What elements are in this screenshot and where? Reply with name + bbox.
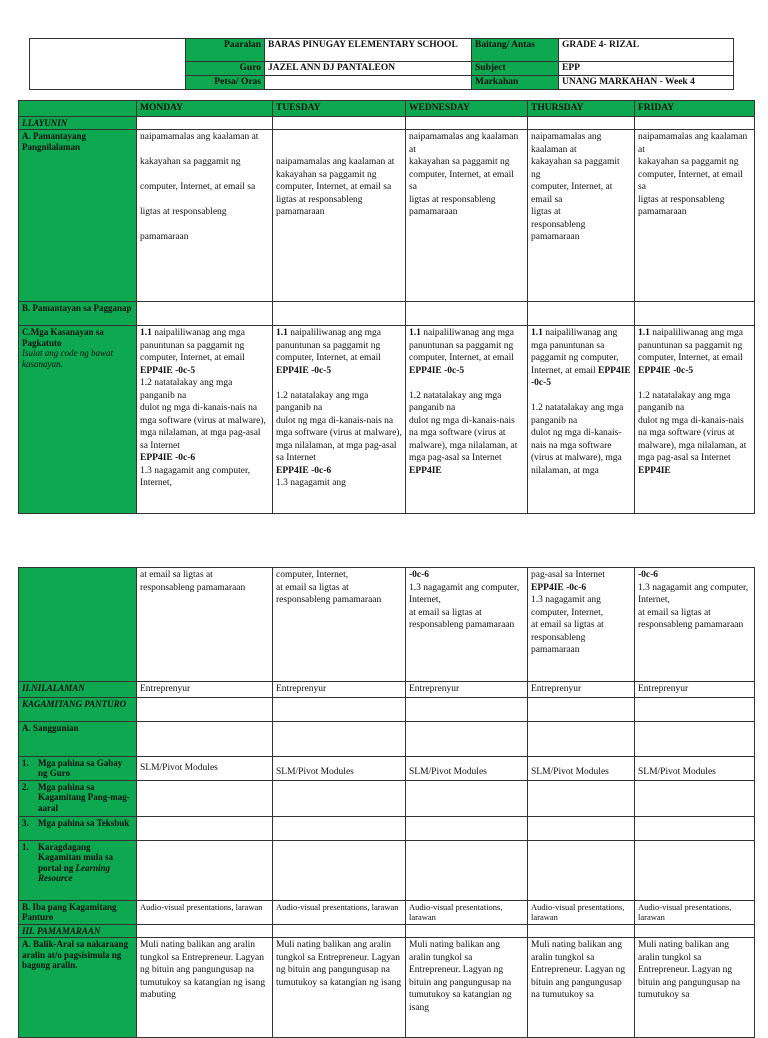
competency-number: 1.1 [638,328,650,338]
empty-cell [406,697,528,721]
day-header: TUESDAY [273,101,406,117]
competency-text: 1.3 nagagamit ang computer, Internet, at email sa ligtas at responsableng pamamaraan [409,582,520,630]
empty-cell [137,840,273,900]
kasanayan-cont-cell [137,568,273,682]
karagdagang-label-cell [19,840,137,900]
iba-label: B. Iba pang Kagamitang Panturo [19,900,137,924]
competency-text: naipaliliwanag ang mga panuntunan sa paggamit ng computer, Internet, at email [531,328,619,376]
balik-cell: Muli nating balikan ang aralin tungkol sa Entrepreneur. Lagyan ng bituin ang pangungusap na tumutukoy sa [528,938,635,1038]
header-table [29,38,734,90]
competency-text: naipaliliwanag ang mga panuntunan sa paggamit ng computer, Internet, at email [638,328,743,363]
kasanayan-cell [635,326,755,514]
nilalaman-cell: Entreprenyur [273,682,406,698]
kasanayan-cont-cell [273,568,406,682]
kasanayan-cont-cell [635,568,755,682]
competency-code: -0c-6 [409,570,430,580]
empty-cell [528,780,635,816]
iba-cell: Audio-visual presentations, larawan [137,900,273,924]
empty-cell [137,816,273,840]
nilalaman-label: II.NILALAMAN [19,682,137,698]
empty-cell [528,721,635,756]
pagganap-label: B. Pamantayan sa Pagganap [19,302,137,326]
teksbuk-label: Mga pahina sa Teksbuk [38,817,130,828]
nilalaman-cell: Entreprenyur [635,682,755,698]
nilalaman-cell: Entreprenyur [137,682,273,698]
kagamitan-label-cell [19,780,137,816]
layunin-label: I.LAYUNIN [19,116,137,130]
gabay-cell: SLM/Pivot Modules [635,756,755,780]
competency-code: EPP4IE -0c-5 [409,365,465,376]
empty-cell [635,840,755,900]
competency-text: naipaliliwanag ang mga panuntunan sa paggamit ng computer, Internet, at email [276,328,381,363]
empty-cell [528,924,635,938]
empty-cell [528,816,635,840]
competency-code: EPP4IE -0c-6 [531,582,587,593]
competency-text: 1.2 natatalakay ang mga panganib na dulot ng mga di-kanais-nais na mga software (virus at malware), mga nilalaman, at mga pag-asal sa Internet [276,390,402,463]
competency-text: 1.3 nagagamit ang computer, Internet, [140,465,251,488]
empty-cell [137,697,273,721]
guro-value: JAZEL ANN DJ PANTALEON [265,62,472,76]
day-header: THURSDAY [528,101,635,117]
competency-text: naipaliliwanag ang mga panuntunan sa paggamit ng computer, Internet, at email [409,328,514,363]
empty-cell [528,697,635,721]
karagdagang-number: 1. [22,841,29,852]
empty-cell [137,116,273,130]
gabay-cell: SLM/Pivot Modules [137,756,273,780]
gabay-label: Mga pahina sa Gabay ng Guro [38,757,123,778]
kasanayan-cell [273,326,406,514]
lesson-table-page2 [18,567,755,1038]
kagamitan-number: 2. [22,781,29,792]
iba-cell: Audio-visual presentations, larawan [635,900,755,924]
competency-number: 1.1 [276,328,288,338]
competency-text: 1.2 natatalakay ang mga panganib na dulot ng mga di-kanais-nais na mga software (virus at malware), mga nilalaman, at mga [531,403,624,476]
subject-value: EPP [559,62,734,76]
kasanayan-label-cell [19,326,137,514]
competency-text: 1.2 natatalakay ang mga panganib na dulot ng mga di-kanais-nais na mga software (virus at malware), mga nilalaman, at mga pag-asal sa Internet [409,390,518,463]
day-header: WEDNESDAY [406,101,528,117]
gabay-cell: SLM/Pivot Modules [528,756,635,780]
empty-cell [635,780,755,816]
competency-text: naipaliliwanag ang mga panuntunan sa paggamit ng computer, Internet, at email [140,328,245,363]
empty-cell [273,697,406,721]
kasanayan-cell [406,326,528,514]
competency-code: EPP4IE [638,465,671,476]
gabay-number: 1. [22,757,29,768]
pamantayang-cell: naipamamalas ang kaalaman at kakayahan sa paggamit ng computer, Internet, at email sa ligtas at responsableng pamamaraan [273,130,406,302]
continuation-label [19,568,137,682]
gabay-cell: SLM/Pivot Modules [273,756,406,780]
competency-text: 1.3 nagagamit ang computer, Internet, at email sa ligtas at responsableng pamamaraan [638,582,749,630]
day-header: FRIDAY [635,101,755,117]
gabay-label-cell [19,756,137,780]
pamantayang-cell: naipamamalas ang kaalaman at kakayahan sa paggamit ng computer, Internet, at email sa ligtas at responsableng pamamaraan [635,130,755,302]
pamantayang-cell: naipamamalas ang kaalaman at kakayahan sa paggamit ng computer, Internet, at email sa ligtas at responsableng pamamaraan [406,130,528,302]
markahan-label: Markahan [472,76,559,90]
empty-cell [273,840,406,900]
competency-text: 1.3 nagagamit ang [276,478,346,488]
competency-code: EPP4IE -0c-5 [140,365,196,376]
corner-cell [19,101,137,117]
balik-label: A. Balik-Aral sa nakaraang aralin at/o pagsisimula ng bagong aralin. [19,938,137,1038]
empty-cell [137,721,273,756]
petsa-label: Petsa/ Oras [186,76,265,90]
competency-text: at email sa ligtas at responsableng pamamaraan [140,570,246,593]
competency-code: EPP4IE -0c-5 [531,365,631,388]
empty-cell [635,116,755,130]
competency-code: EPP4IE -0c-6 [276,465,332,476]
empty-cell [635,721,755,756]
iba-cell: Audio-visual presentations, larawan [528,900,635,924]
teksbuk-number: 3. [22,817,29,828]
empty-cell [528,302,635,326]
pamantayang-label: A. Pamantayang Pangnilalaman [19,130,137,302]
balik-cell: Muli nating balikan ang aralin tungkol sa Entrepreneur. Lagyan ng bituin ang pangungusap na tumutukoy sa [635,938,755,1038]
kasanayan-cont-cell [406,568,528,682]
empty-cell [406,116,528,130]
competency-number: 1.1 [409,328,421,338]
empty-cell [137,924,273,938]
kasanayan-cont-cell [528,568,635,682]
competency-text: 1.2 natatalakay ang mga panganib na dulot ng mga di-kanais-nais na mga software (virus at malware), mga nilalaman, at mga pag-asal sa Internet [140,378,266,451]
empty-cell [635,697,755,721]
empty-cell [273,302,406,326]
empty-cell [273,924,406,938]
sanggunian-label: A. Sanggunian [19,721,137,756]
paaralan-value: BARAS PINUGAY ELEMENTARY SCHOOL [265,39,472,62]
empty-cell [273,816,406,840]
competency-code: EPP4IE [409,465,442,476]
karagdagang-italic: Learning Resource [38,862,111,883]
competency-code: EPP4IE -0c-5 [638,365,694,376]
subject-label: Subject [472,62,559,76]
competency-code: -0c-6 [638,570,659,580]
empty-cell [273,721,406,756]
empty-cell [406,924,528,938]
competency-code: EPP4IE -0c-6 [140,453,196,463]
baitang-value: GRADE 4- RIZAL [559,39,734,62]
empty-cell [406,780,528,816]
competency-text: computer, Internet, at email sa ligtas at responsableng pamamaraan [276,570,382,605]
header-blank [30,39,186,90]
iba-cell: Audio-visual presentations, larawan [273,900,406,924]
competency-text: pag-asal sa Internet [531,570,605,580]
day-header: MONDAY [137,101,273,117]
empty-cell [406,840,528,900]
empty-cell [406,302,528,326]
karagdagang-label: Karagdagang Kagamitan mula sa portal ng [38,841,114,873]
empty-cell [137,780,273,816]
kasanayan-label: C.Mga Kasanayan sa Pagkatuto [22,327,104,348]
empty-cell [635,924,755,938]
competency-text: 1.2 natatalakay ang mga panganib na dulot ng mga di-kanais-nais na mga software (virus at malware), mga nilalaman, at mga pag-asal sa Internet [638,390,747,463]
competency-text: 1.3 nagagamit ang computer, Internet, at email sa ligtas at responsableng pamamaraan [531,595,604,655]
guro-label: Guro [186,62,265,76]
kagamitan-label: Mga pahina sa Kagamitang Pang-mag-aaral [38,781,130,813]
competency-number: 1.1 [140,328,152,338]
pamamaraan-label: III. PAMAMARAAN [19,924,137,938]
markahan-value: UNANG MARKAHAN - Week 4 [559,76,734,90]
nilalaman-cell: Entreprenyur [406,682,528,698]
empty-cell [273,116,406,130]
pamantayang-cell: naipamamalas ang kaalaman at kakayahan sa paggamit ng computer, Internet, at email sa ligtas at responsableng pamamaraan [528,130,635,302]
empty-cell [635,302,755,326]
empty-cell [137,302,273,326]
empty-cell [406,721,528,756]
empty-cell [528,840,635,900]
balik-cell: Muli nating balikan ang aralin tungkol sa Entrepreneur. Lagyan ng bituin ang pangungusap na tumutukoy sa katangian ng isang [406,938,528,1038]
pamantayang-cell: naipamamalas ang kaalaman at kakayahan sa paggamit ng computer, Internet, at email sa ligtas at responsableng pamamaraan [137,130,273,302]
gabay-cell: SLM/Pivot Modules [406,756,528,780]
balik-cell: Muli nating balikan ang aralin tungkol sa Entrepreneur. Lagyan ng bituin ang pangungusap na tumutukoy sa katangian ng isang mabuting [137,938,273,1038]
lesson-table-page1 [18,100,755,514]
empty-cell [528,116,635,130]
empty-cell [273,780,406,816]
kagamitang-label: KAGAMITANG PANTURO [19,697,137,721]
empty-cell [406,816,528,840]
nilalaman-cell: Entreprenyur [528,682,635,698]
iba-cell: Audio-visual presentations, larawan [406,900,528,924]
kasanayan-cell [528,326,635,514]
petsa-value [265,76,472,90]
empty-cell [635,816,755,840]
competency-number: 1.1 [531,328,543,338]
competency-code: EPP4IE -0c-5 [276,365,332,376]
kasanayan-note: Isulat ang code ng bawat kasanayan. [22,348,113,369]
baitang-label: Baitang/ Antas [472,39,559,62]
kasanayan-cell [137,326,273,514]
paaralan-label: Paaralan [186,39,265,62]
teksbuk-label-cell [19,816,137,840]
balik-cell: Muli nating balikan ang aralin tungkol sa Entrepreneur. Lagyan ng bituin ang pangungusap na tumutukoy sa katangian ng isang [273,938,406,1038]
